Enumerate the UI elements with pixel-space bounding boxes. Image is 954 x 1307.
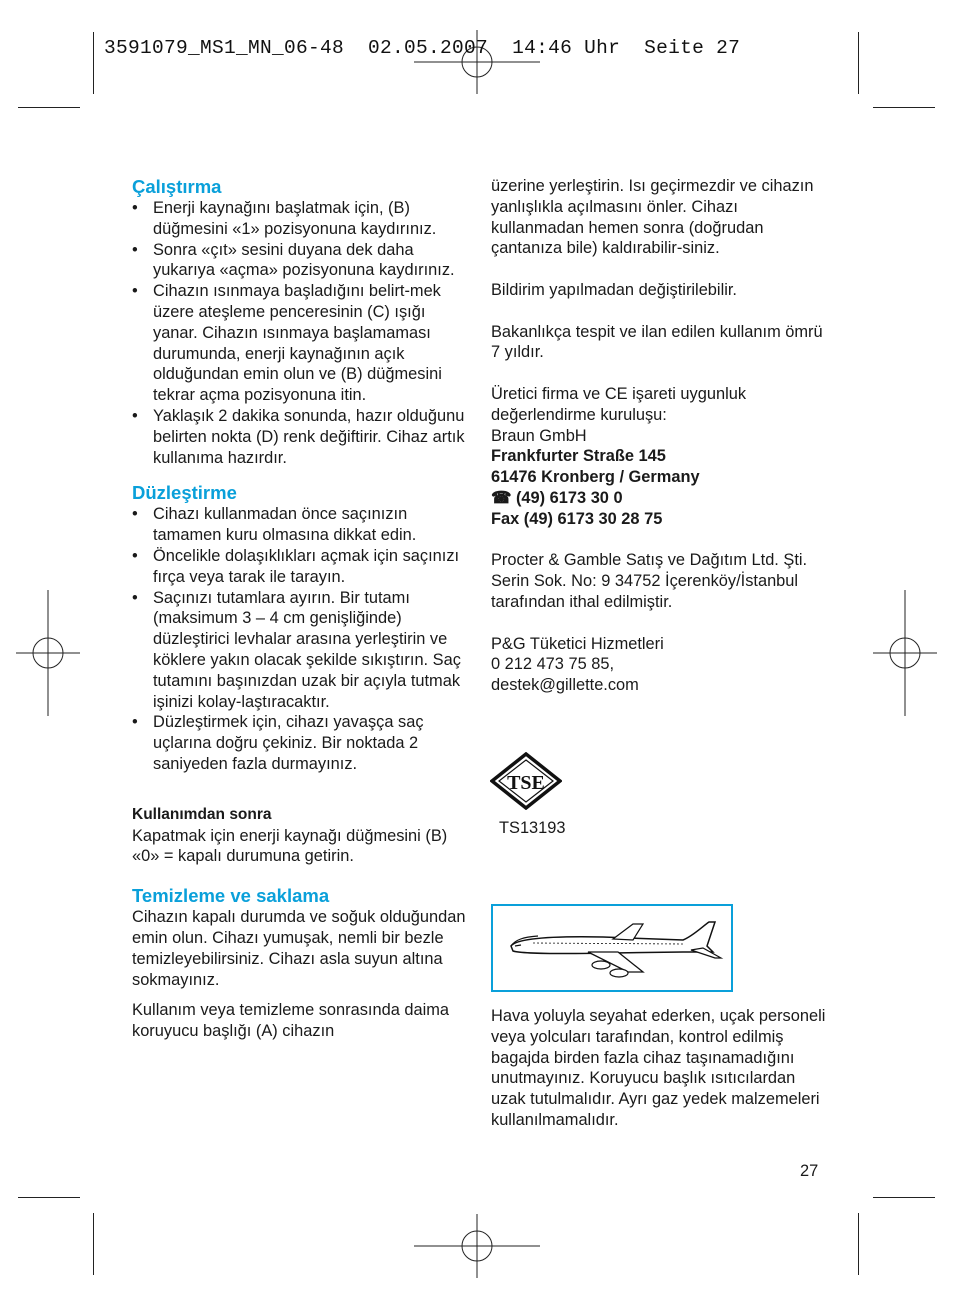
tse-code: TS13193	[499, 819, 566, 837]
crop-mark	[873, 107, 935, 108]
company-fax: Fax (49) 6173 30 28 75	[491, 509, 663, 528]
left-column	[132, 176, 467, 1042]
registration-mark-right	[873, 590, 937, 716]
straightening-list	[132, 504, 467, 774]
tse-logo	[490, 752, 562, 810]
crop-mark	[18, 107, 80, 108]
section-title-straightening: Düzleştirme	[132, 482, 237, 504]
list-item: • Yaklaşık 2 dakika sonunda, hazır olduğunu belirten nokta (D) renk değiftirir. Cihaz artık kullanıma hazırdır.	[132, 406, 467, 468]
cleaning-paragraph: Cihazın kapalı durumda ve soğuk olduğundan emin olun. Cihazı yumuşak, nemli bir bezle temizleyebilirsiniz. Cihazı asla suyun altına sokmayınız.	[132, 908, 466, 989]
list-item: • Cihazı kullanmadan önce saçınızın tamamen kuru olmasına dikkat edin.	[132, 504, 467, 546]
customer-service-email: destek@gillette.com	[491, 676, 639, 695]
importer-text: Procter & Gamble Satış ve Dağıtım Ltd. Şti. Serin Sok. No: 9 34752 İçerenköy/İstanbul tarafından ithal edilmiştir.	[491, 551, 808, 611]
operation-list	[132, 198, 467, 468]
list-item: • Saçınızı tutamlara ayırın. Bir tutamı (maksimum 3 – 4 cm genişliğinde) düzleştirici levhalar arasına yerleştirin ve köklere yakın olacak şekilde sıkıştırın. Saç tutamını başınızdan uzak bir açıyla tutmak işinizi kolay-laştıracaktır.	[132, 588, 467, 713]
registration-mark-left	[16, 590, 80, 716]
cleaning-paragraph-2: Kullanım veya temizleme sonrasında daima koruyucu başlığı (A) cihazın	[132, 1001, 450, 1041]
customer-service-title: P&G Tüketici Hizmetleri	[491, 634, 664, 653]
air-travel-paragraph: Hava yoluyla seyahat ederken, uçak personeli veya yolcuları tarafından, kontrol edilmiş bagajda birden fazla cihaz taşınamadığını unutmayınız. Koruyucu başlık ısıtıcılardan uzak tutulmalıdır. Ayrı gaz yedek malzemeleri kullanılmamalıdır.	[491, 1007, 826, 1129]
airplane-box	[491, 904, 733, 992]
crop-mark	[93, 32, 94, 94]
section-title-cleaning: Temizleme ve saklama	[132, 885, 330, 907]
list-item: • Öncelikle dolaşıklıkları açmak için saçınızı fırça veya tarak ile tarayın.	[132, 546, 467, 588]
list-item: • Enerji kaynağını başlatmak için, (B) düğmesini «1» pozisyonuna kaydırınız.	[132, 198, 467, 240]
notice-text: Bildirim yapılmadan değiştirilebilir.	[491, 280, 737, 299]
lifetime-text: Bakanlıkça tespit ve ilan edilen kullanım ömrü 7 yıldır.	[491, 322, 823, 362]
customer-service-phone: 0 212 473 75 85,	[491, 655, 615, 674]
crop-mark	[18, 1197, 80, 1198]
crop-mark	[858, 32, 859, 94]
crop-mark	[93, 1213, 94, 1275]
section-title-after-use: Kullanımdan sonra	[132, 805, 272, 823]
right-column	[491, 176, 831, 696]
airplane-icon	[493, 906, 731, 990]
section-title-operation: Çalıştırma	[132, 176, 222, 197]
list-item: • Cihazın ısınmaya başladığını belirt-mek üzere ateşleme penceresinin (C) ışığı yanar. Cihazın ısınmaya başlamaması durumunda, enerji kaynağının açık olduğundan emin olun ve (B) düğmesini tekrar açma pozisyonuna itin.	[132, 281, 467, 406]
crop-mark	[873, 1197, 935, 1198]
print-slug-header: 3591079_MS1_MN_06-48 02.05.2007 14:46 Uhr Seite 27	[104, 37, 741, 59]
crop-mark	[858, 1213, 859, 1275]
list-item: • Sonra «çıt» sesini duyana dek daha yukarıya «açma» pozisyonuna kaydırınız.	[132, 240, 467, 282]
manufacturer-intro: Üretici firma ve CE işareti uygunluk değerlendirme kuruluşu:	[491, 384, 747, 424]
list-item: • Düzleştirmek için, cihazı yavaşça saç uçlarına doğru çekiniz. Bir noktada 2 saniyeden fazla durmayınız.	[132, 712, 467, 774]
continuation-paragraph: üzerine yerleştirin. Isı geçirmezdir ve cihazın yanlışlıkla açılmasını önler. Cihazı kullanmadan hemen sonra (doğrudan çantanıza bile) kaldırabilir-siniz.	[491, 177, 814, 258]
company-phone: ☎ (49) 6173 30 0	[491, 488, 623, 507]
registration-mark-bottom	[414, 1214, 540, 1278]
page-number: 27	[800, 1162, 819, 1180]
company-name: Braun GmbH	[491, 426, 587, 445]
after-use-text: Kapatmak için enerji kaynağı düğmesini (B) «0» = kapalı durumuna getirin.	[132, 826, 448, 866]
company-address-street: Frankfurter Straße 145	[491, 447, 666, 466]
company-address-city: 61476 Kronberg / Germany	[491, 468, 700, 487]
svg-text:TSE: TSE	[507, 772, 545, 794]
